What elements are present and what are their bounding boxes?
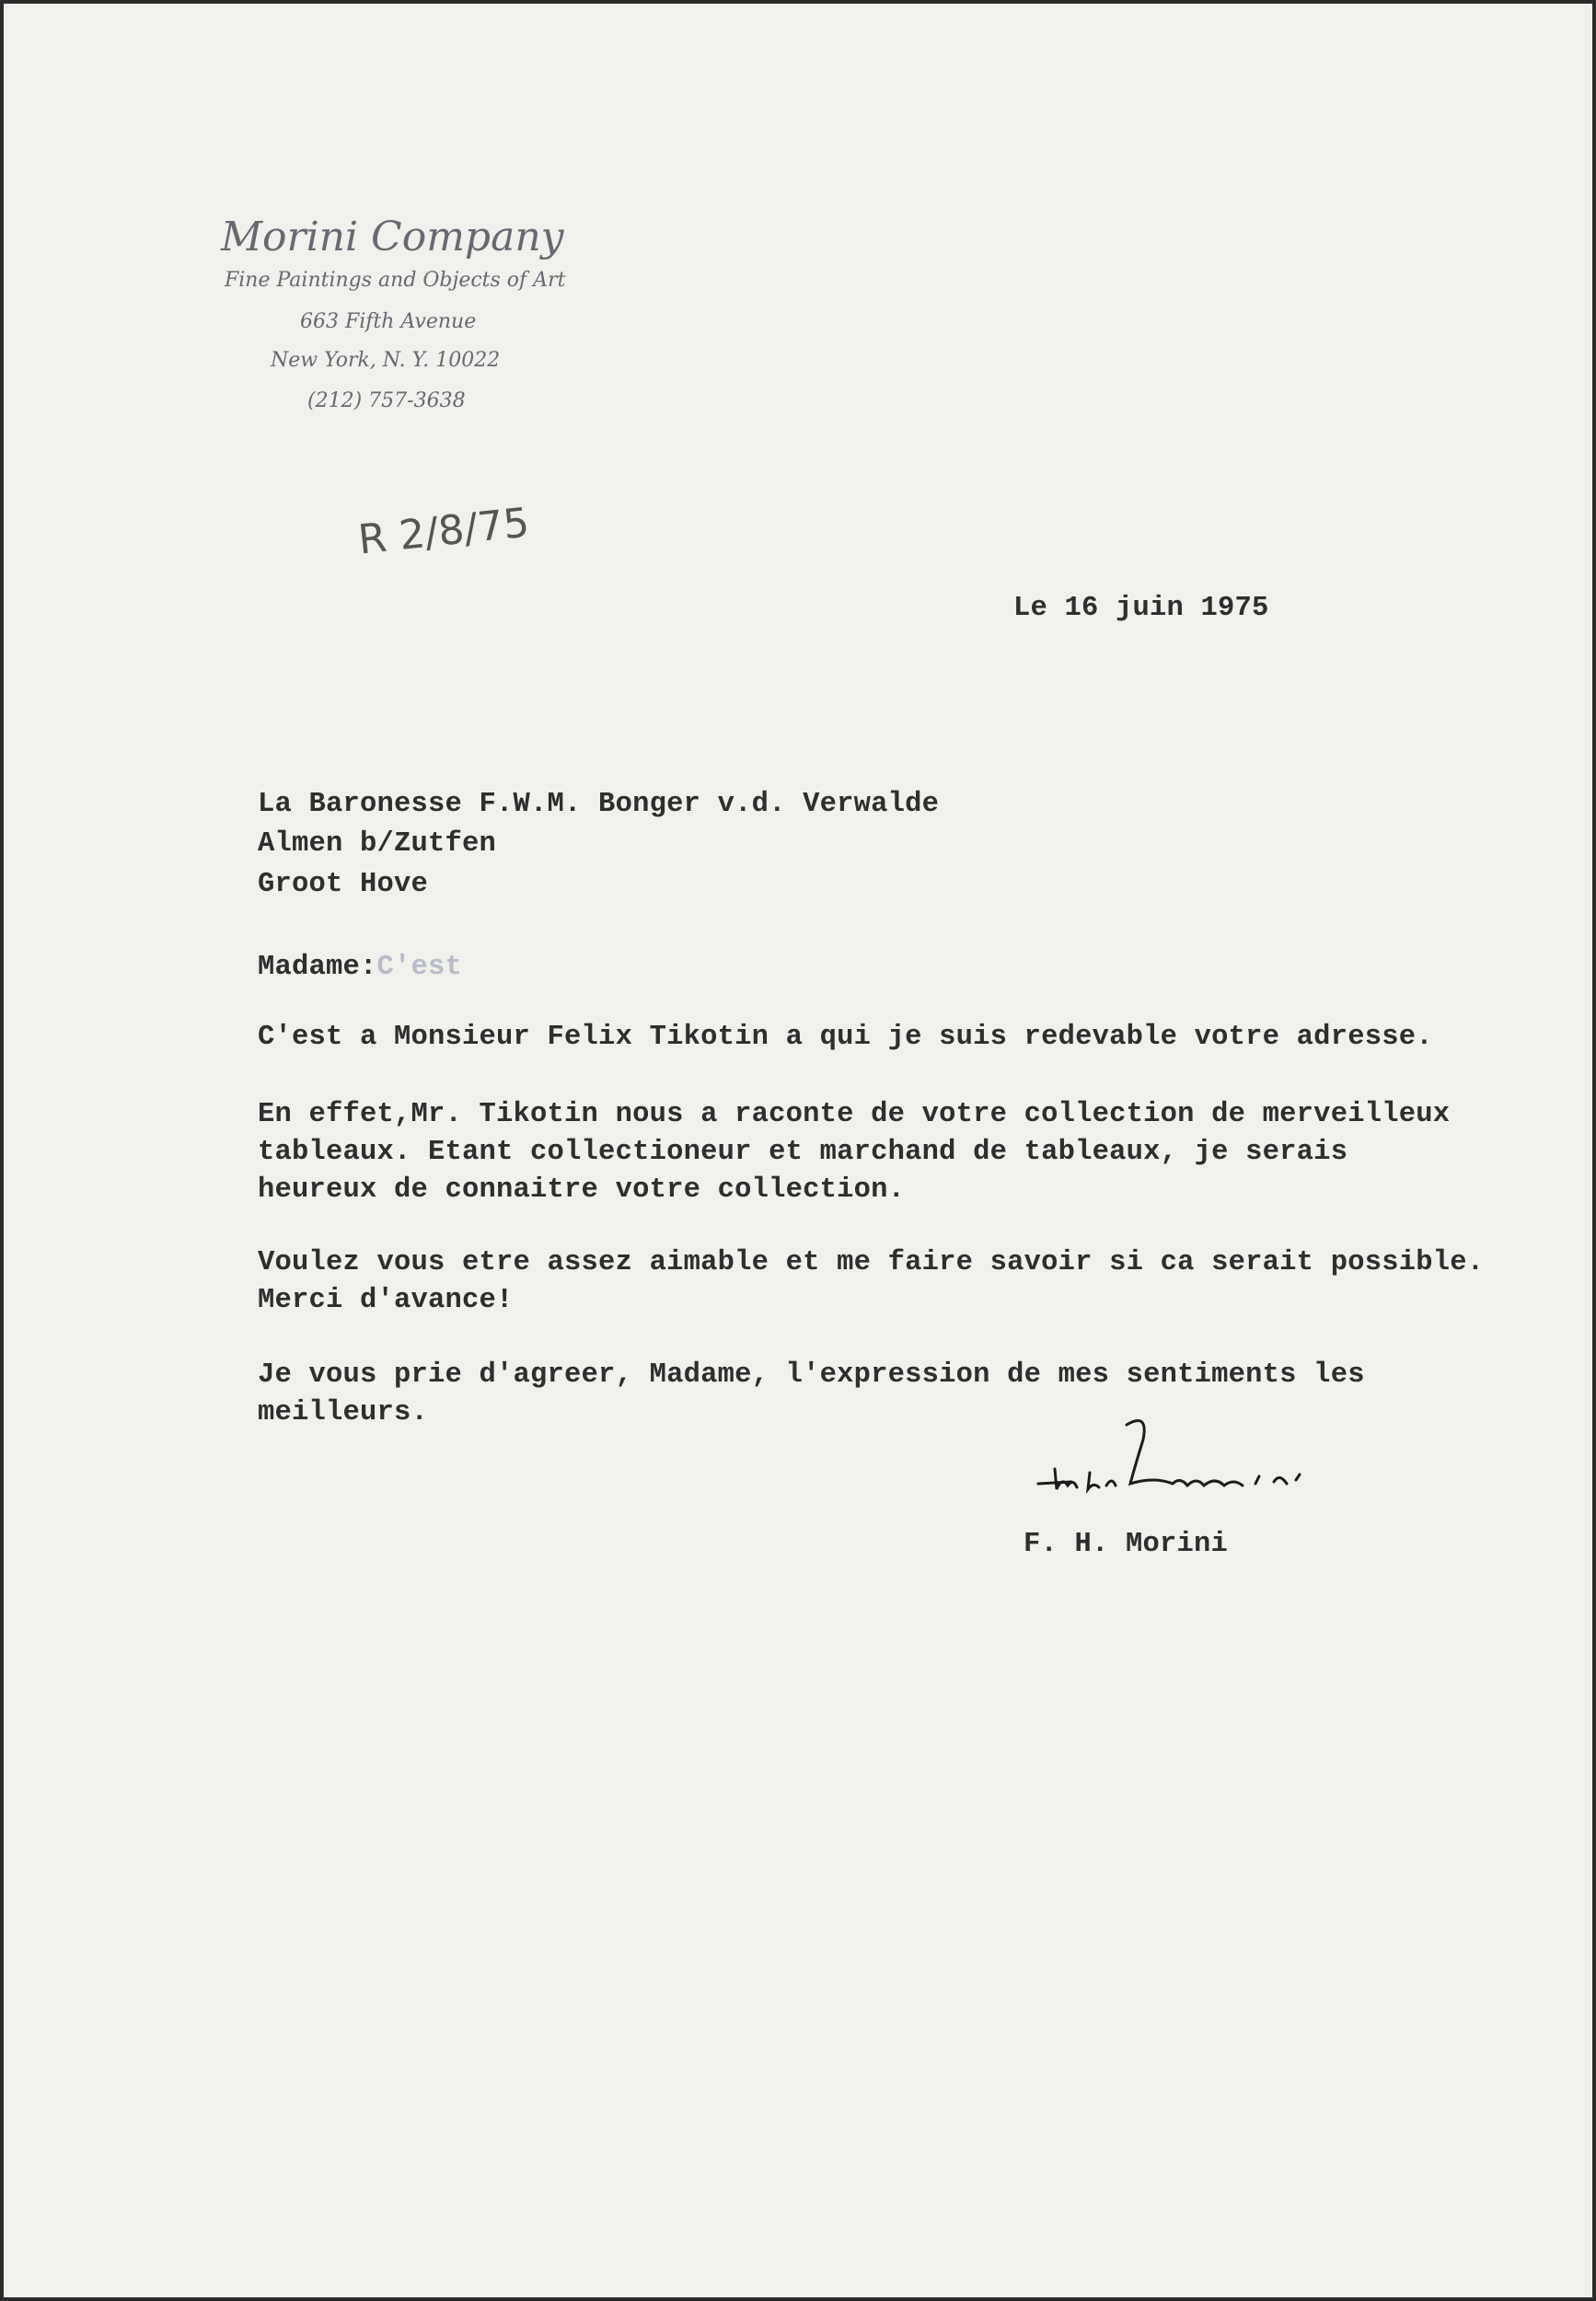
letterhead-street: 663 Fifth Avenue	[300, 310, 477, 333]
salutation	[258, 952, 462, 983]
signer-name: F. H. Morini	[1024, 1529, 1229, 1560]
handwritten-annotation: R 2/8/75	[355, 499, 532, 564]
letterhead-company: Morini Company	[221, 214, 564, 260]
signature	[1035, 1412, 1430, 1504]
letter-page	[4, 4, 1592, 2297]
recipient-line: Groot Hove	[258, 869, 429, 900]
recipient-line: Almen b/Zutfen	[258, 828, 497, 860]
body-line: Voulez vous etre assez aimable et me faire savoir si ca serait possible.	[258, 1247, 1485, 1278]
body-line: En effet,Mr. Tikotin nous a raconte de votre collection de merveilleux	[258, 1099, 1451, 1130]
salutation-text: Madame:	[258, 952, 377, 983]
letterhead-phone: (212) 757-3638	[307, 389, 466, 412]
letter-date: Le 16 juin 1975	[1013, 593, 1269, 624]
faint-overstrike: C'est	[376, 952, 463, 983]
letterhead-city: New York, N. Y. 10022	[271, 349, 501, 372]
recipient-line: La Baronesse F.W.M. Bonger v.d. Verwalde	[258, 789, 940, 820]
body-line: C'est a Monsieur Felix Tikotin a qui je suis redevable votre adresse.	[258, 1022, 1433, 1053]
body-line: heureux de connaitre votre collection.	[258, 1174, 906, 1206]
letterhead-tagline: Fine Paintings and Objects of Art	[225, 269, 566, 292]
body-line: tableaux. Etant collectioneur et marchand de tableaux, je serais	[258, 1137, 1348, 1168]
body-line: meilleurs.	[258, 1397, 429, 1428]
body-line: Je vous prie d'agreer, Madame, l'expression de mes sentiments les	[258, 1359, 1365, 1391]
body-line: Merci d'avance!	[258, 1285, 514, 1316]
